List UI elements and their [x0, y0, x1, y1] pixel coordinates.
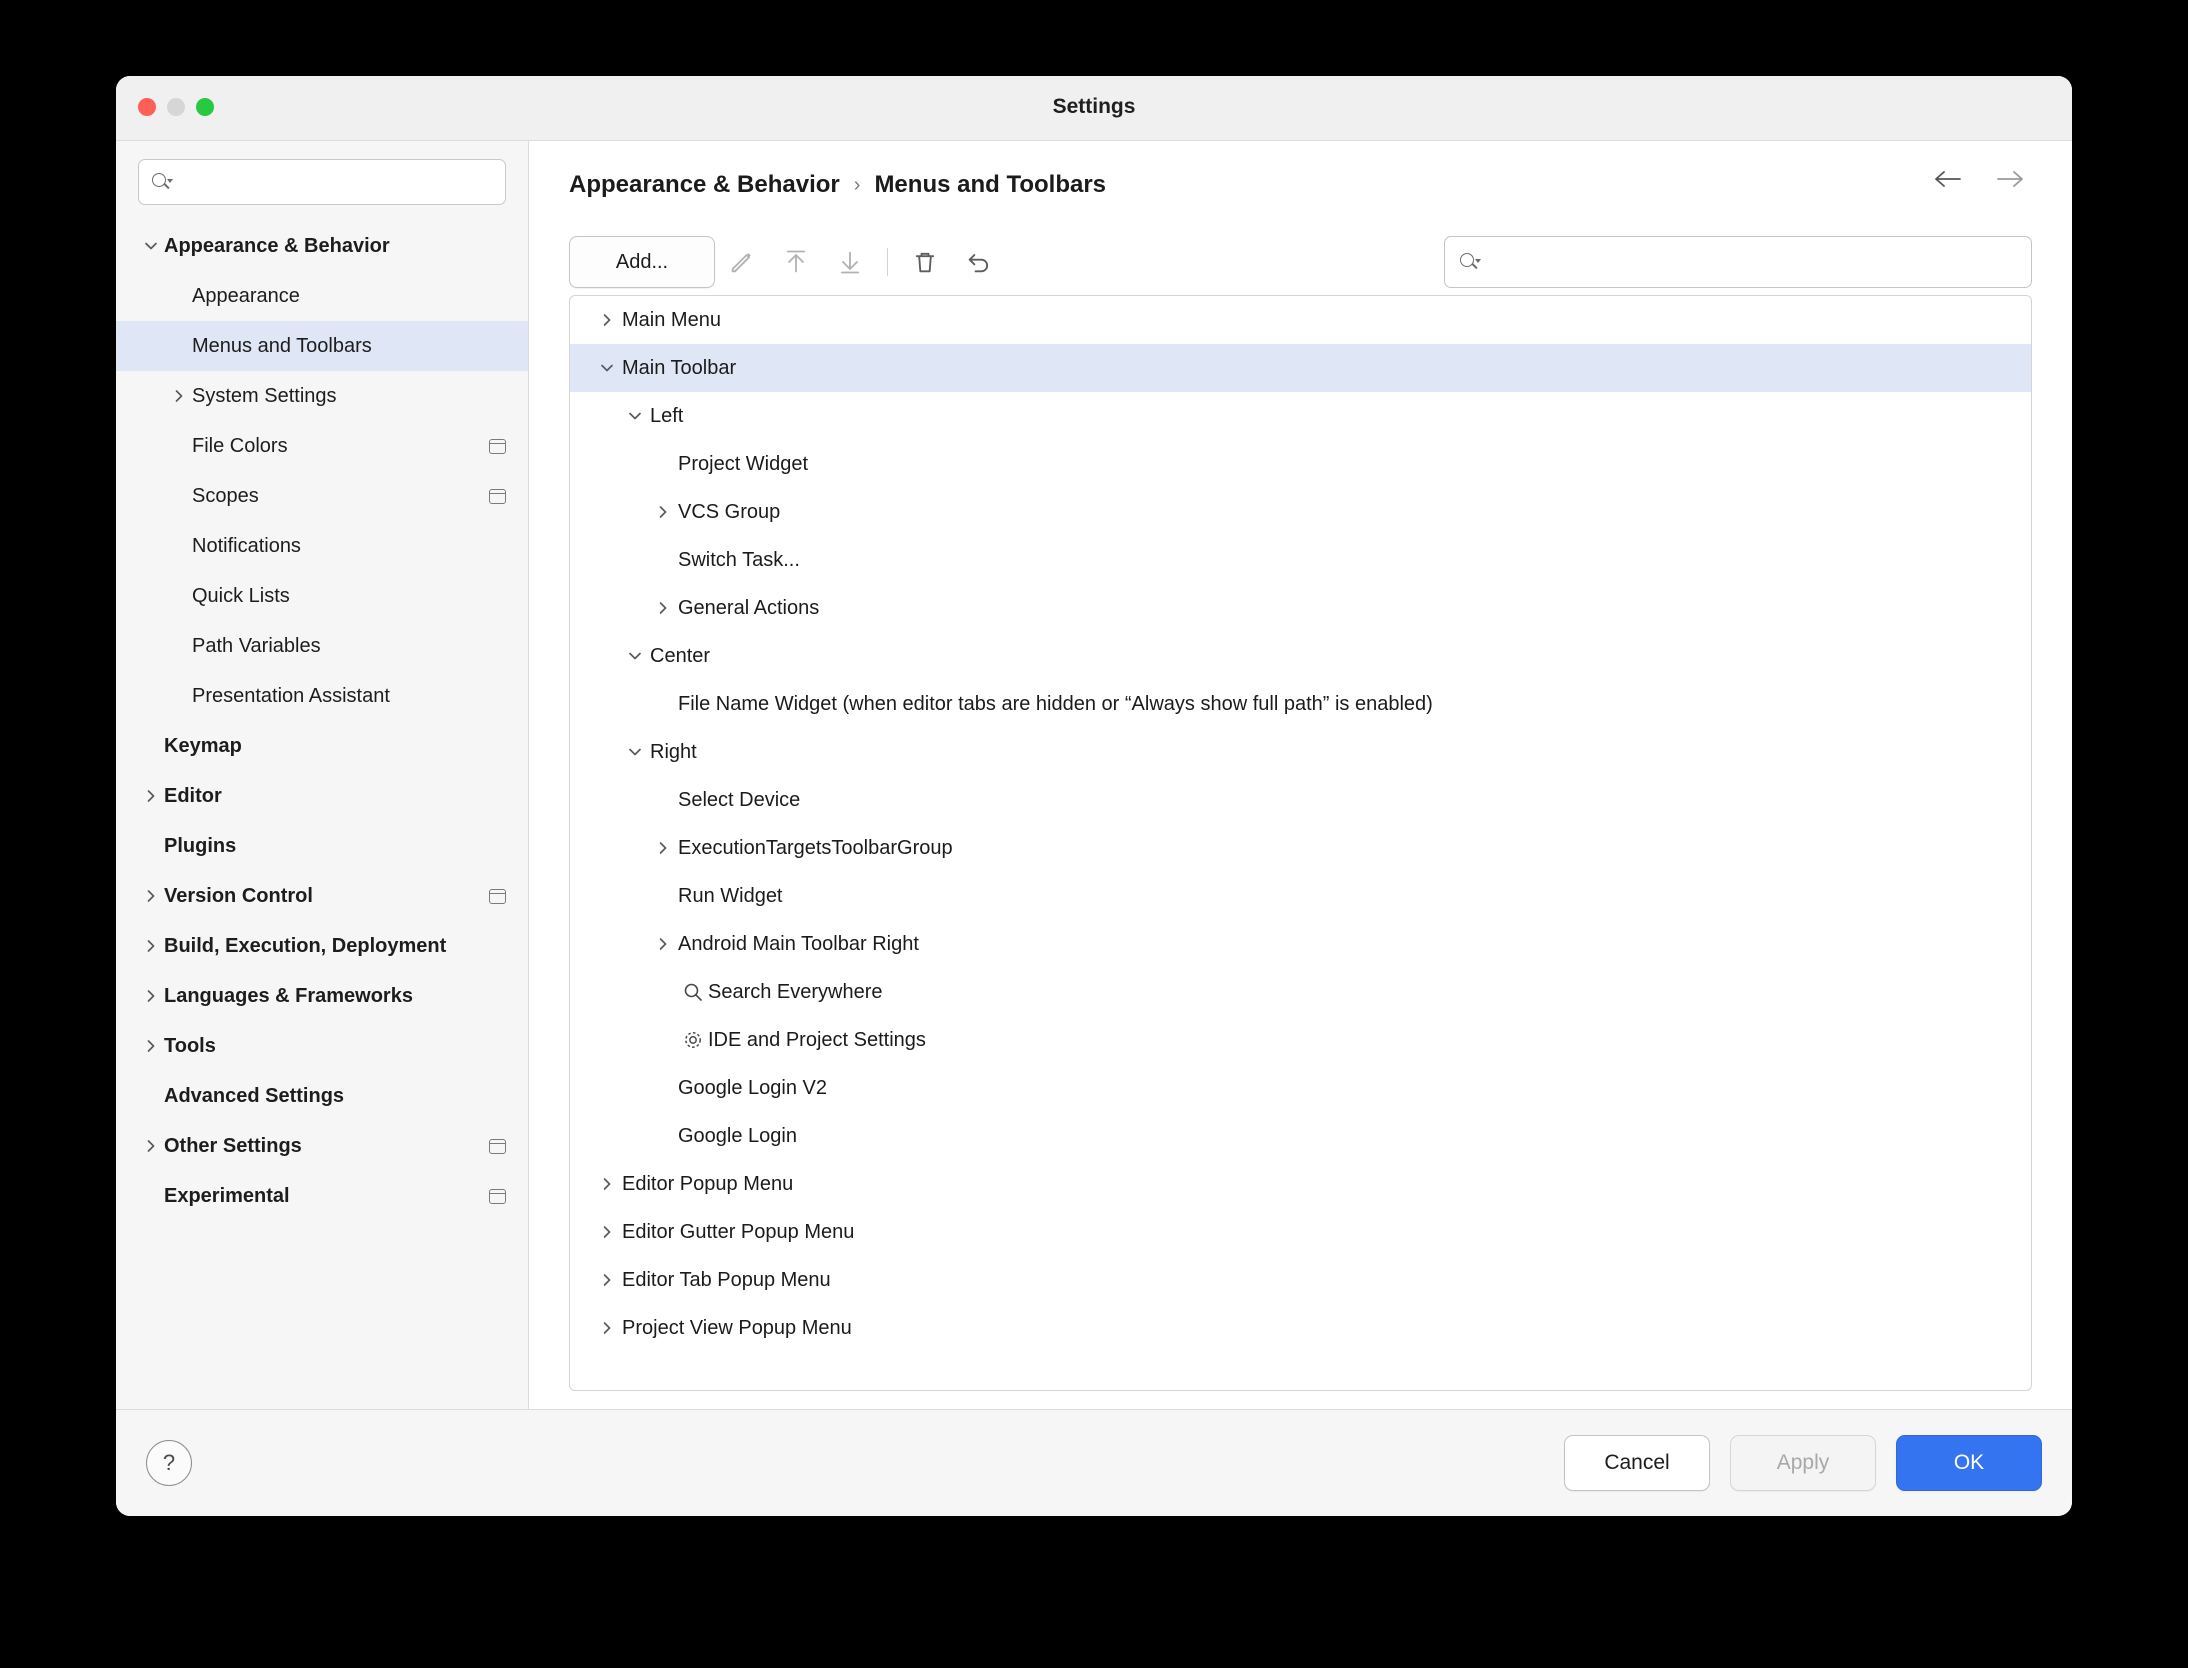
tree-row[interactable]: [570, 824, 2031, 872]
sidebar-item-label: Appearance: [192, 284, 300, 307]
sidebar-item-build-execution-deployment[interactable]: [116, 921, 528, 971]
tree-row-label: Left: [650, 404, 684, 427]
tree-row[interactable]: [570, 680, 2031, 728]
help-button[interactable]: ?: [146, 1440, 192, 1486]
tree-row[interactable]: [570, 296, 2031, 344]
tree-row[interactable]: [570, 1160, 2031, 1208]
tree-row[interactable]: [570, 584, 2031, 632]
sidebar-item-label: Presentation Assistant: [192, 684, 390, 707]
sidebar-item-label: Other Settings: [164, 1134, 302, 1157]
tree-row[interactable]: [570, 872, 2031, 920]
tree-row-label: VCS Group: [678, 500, 781, 523]
sidebar-item-version-control[interactable]: [116, 871, 528, 921]
tree-row-label: General Actions: [678, 596, 820, 619]
sidebar-item-other-settings[interactable]: [116, 1121, 528, 1171]
sidebar-item-path-variables[interactable]: [116, 621, 528, 671]
tree-row[interactable]: [570, 1256, 2031, 1304]
chevron-right-icon[interactable]: [648, 839, 678, 857]
tree-row-label: Right: [650, 740, 697, 763]
chevron-right-icon[interactable]: [138, 987, 164, 1005]
project-scope-icon: [489, 889, 506, 904]
sidebar-item-keymap[interactable]: [116, 721, 528, 771]
sidebar-item-notifications[interactable]: [116, 521, 528, 571]
chevron-right-icon[interactable]: [592, 1319, 622, 1337]
filter-search-input[interactable]: [1485, 251, 2019, 274]
add-button[interactable]: Add...: [569, 236, 715, 288]
sidebar-item-label: File Colors: [192, 434, 288, 457]
sidebar-item-quick-lists[interactable]: [116, 571, 528, 621]
chevron-right-icon[interactable]: [592, 311, 622, 329]
tree-row[interactable]: [570, 488, 2031, 536]
tree-row-label: Editor Gutter Popup Menu: [622, 1220, 855, 1243]
search-icon: [149, 170, 173, 194]
sidebar-item-presentation-assistant[interactable]: [116, 671, 528, 721]
sidebar-item-tools[interactable]: [116, 1021, 528, 1071]
tree-row-label: Project View Popup Menu: [622, 1316, 852, 1339]
tree-row-label: Google Login: [678, 1124, 797, 1147]
tree-row-label: IDE and Project Settings: [708, 1028, 926, 1051]
move-up-icon[interactable]: [769, 236, 823, 288]
tree-row-label: Android Main Toolbar Right: [678, 932, 919, 955]
sidebar-item-plugins[interactable]: [116, 821, 528, 871]
sidebar-item-label: Scopes: [192, 484, 259, 507]
sidebar-item-label: Editor: [164, 784, 222, 807]
tree-row[interactable]: [570, 1112, 2031, 1160]
tree-row[interactable]: [570, 632, 2031, 680]
sidebar-item-label: Menus and Toolbars: [192, 334, 372, 357]
sidebar-item-languages-frameworks[interactable]: [116, 971, 528, 1021]
tree-row-label: Editor Popup Menu: [622, 1172, 794, 1195]
sidebar-item-label: Keymap: [164, 734, 242, 757]
tree-row-label: Project Widget: [678, 452, 809, 475]
tree-row-label: File Name Widget (when editor tabs are hidden or “Always show full path” is enabled): [678, 692, 1433, 715]
tree-row-label: Search Everywhere: [708, 980, 883, 1003]
sidebar-item-label: Advanced Settings: [164, 1084, 345, 1107]
title-bar: [116, 76, 2072, 141]
search-icon: [678, 981, 708, 1003]
sidebar-item-appearance[interactable]: [116, 271, 528, 321]
sidebar-item-system-settings[interactable]: [116, 371, 528, 421]
settings-window: [116, 76, 2072, 1516]
move-down-icon[interactable]: [823, 236, 877, 288]
chevron-right-icon[interactable]: [592, 1175, 622, 1193]
tree-row-label: Main Menu: [622, 308, 721, 331]
history-navigation: [1934, 169, 2024, 194]
tree-row-label: Google Login V2: [678, 1076, 828, 1099]
chevron-down-icon[interactable]: [620, 743, 650, 761]
tree-row[interactable]: [570, 1208, 2031, 1256]
cancel-button[interactable]: Cancel: [1564, 1435, 1710, 1491]
tree-row[interactable]: [570, 392, 2031, 440]
menus-toolbar-actions: [569, 229, 2032, 295]
tree-row-label: Editor Tab Popup Menu: [622, 1268, 831, 1291]
chevron-right-icon[interactable]: [138, 1137, 164, 1155]
sidebar-item-label: Version Control: [164, 884, 313, 907]
breadcrumb-parent[interactable]: Appearance & Behavior: [569, 171, 840, 198]
sidebar-item-file-colors[interactable]: [116, 421, 528, 471]
chevron-right-icon[interactable]: [648, 935, 678, 953]
edit-pencil-icon[interactable]: [715, 236, 769, 288]
tree-row-label: Run Widget: [678, 884, 783, 907]
sidebar-item-experimental[interactable]: [116, 1171, 528, 1221]
delete-trash-icon[interactable]: [898, 236, 952, 288]
tree-row[interactable]: [570, 536, 2031, 584]
ok-button[interactable]: OK: [1896, 1435, 2042, 1491]
sidebar-item-label: Quick Lists: [192, 584, 290, 607]
chevron-right-icon[interactable]: [648, 599, 678, 617]
chevron-right-icon[interactable]: [592, 1223, 622, 1241]
chevron-right-icon[interactable]: [592, 1271, 622, 1289]
forward-arrow-icon[interactable]: [1994, 169, 2024, 194]
restore-revert-icon[interactable]: [952, 236, 1006, 288]
sidebar-item-label: System Settings: [192, 384, 337, 407]
tree-row[interactable]: [570, 1304, 2031, 1352]
window-body: [116, 141, 2072, 1409]
sidebar-item-label: Tools: [164, 1034, 216, 1057]
dialog-footer: [116, 1409, 2072, 1516]
sidebar-item-label: Build, Execution, Deployment: [164, 934, 447, 957]
chevron-down-icon[interactable]: [620, 407, 650, 425]
search-icon: [1457, 250, 1481, 274]
project-scope-icon: [489, 1139, 506, 1154]
sidebar-item-editor[interactable]: [116, 771, 528, 821]
tree-row[interactable]: [570, 728, 2031, 776]
filter-search-box[interactable]: [1444, 236, 2032, 288]
settings-sidebar: [116, 141, 529, 1409]
sidebar-item-appearance-behavior[interactable]: [116, 221, 528, 271]
toolbar-divider: [887, 248, 888, 276]
chevron-down-icon[interactable]: [620, 647, 650, 665]
chevron-down-icon[interactable]: [592, 359, 622, 377]
tree-row[interactable]: [570, 1064, 2031, 1112]
tree-row[interactable]: [570, 776, 2031, 824]
chevron-right-icon[interactable]: [166, 387, 192, 405]
main-panel: [529, 141, 2072, 1409]
breadcrumb-current: Menus and Toolbars: [874, 171, 1107, 198]
sidebar-item-label: Plugins: [164, 834, 237, 857]
sidebar-tree: [116, 221, 528, 1409]
tree-row[interactable]: [570, 440, 2031, 488]
chevron-down-icon[interactable]: [138, 237, 164, 255]
back-arrow-icon[interactable]: [1934, 169, 1964, 194]
chevron-right-icon[interactable]: [138, 937, 164, 955]
tree-row-label: Switch Task...: [678, 548, 800, 571]
apply-button[interactable]: Apply: [1730, 1435, 1876, 1491]
sidebar-item-menus-and-toolbars[interactable]: [116, 321, 528, 371]
sidebar-item-advanced-settings[interactable]: [116, 1071, 528, 1121]
tree-row[interactable]: [570, 1016, 2031, 1064]
window-title: Settings: [1052, 95, 1136, 118]
tree-row[interactable]: [570, 344, 2031, 392]
project-scope-icon: [489, 1189, 506, 1204]
sidebar-item-label: Appearance & Behavior: [164, 234, 390, 257]
sidebar-search-box[interactable]: [138, 159, 506, 205]
tree-row-label: Center: [650, 644, 711, 667]
tree-row[interactable]: [570, 920, 2031, 968]
project-scope-icon: [489, 439, 506, 454]
project-scope-icon: [489, 489, 506, 504]
sidebar-item-scopes[interactable]: [116, 471, 528, 521]
tree-row-label: ExecutionTargetsToolbarGroup: [678, 836, 953, 859]
sidebar-item-label: Notifications: [192, 534, 301, 557]
sidebar-item-label: Experimental: [164, 1184, 290, 1207]
menus-and-toolbars-tree[interactable]: [569, 295, 2032, 1391]
sidebar-search-input[interactable]: [177, 171, 495, 194]
tree-row-label: Main Toolbar: [622, 356, 737, 379]
tree-row[interactable]: [570, 968, 2031, 1016]
sidebar-item-label: Languages & Frameworks: [164, 984, 413, 1007]
chevron-right-icon[interactable]: [138, 787, 164, 805]
chevron-right-icon[interactable]: [138, 1037, 164, 1055]
chevron-right-icon[interactable]: [138, 887, 164, 905]
tree-row-label: Select Device: [678, 788, 801, 811]
chevron-right-icon[interactable]: [648, 503, 678, 521]
sidebar-item-label: Path Variables: [192, 634, 321, 657]
gear-icon: [678, 1029, 708, 1051]
breadcrumb: [569, 141, 2032, 229]
breadcrumb-separator: ›: [853, 173, 861, 196]
